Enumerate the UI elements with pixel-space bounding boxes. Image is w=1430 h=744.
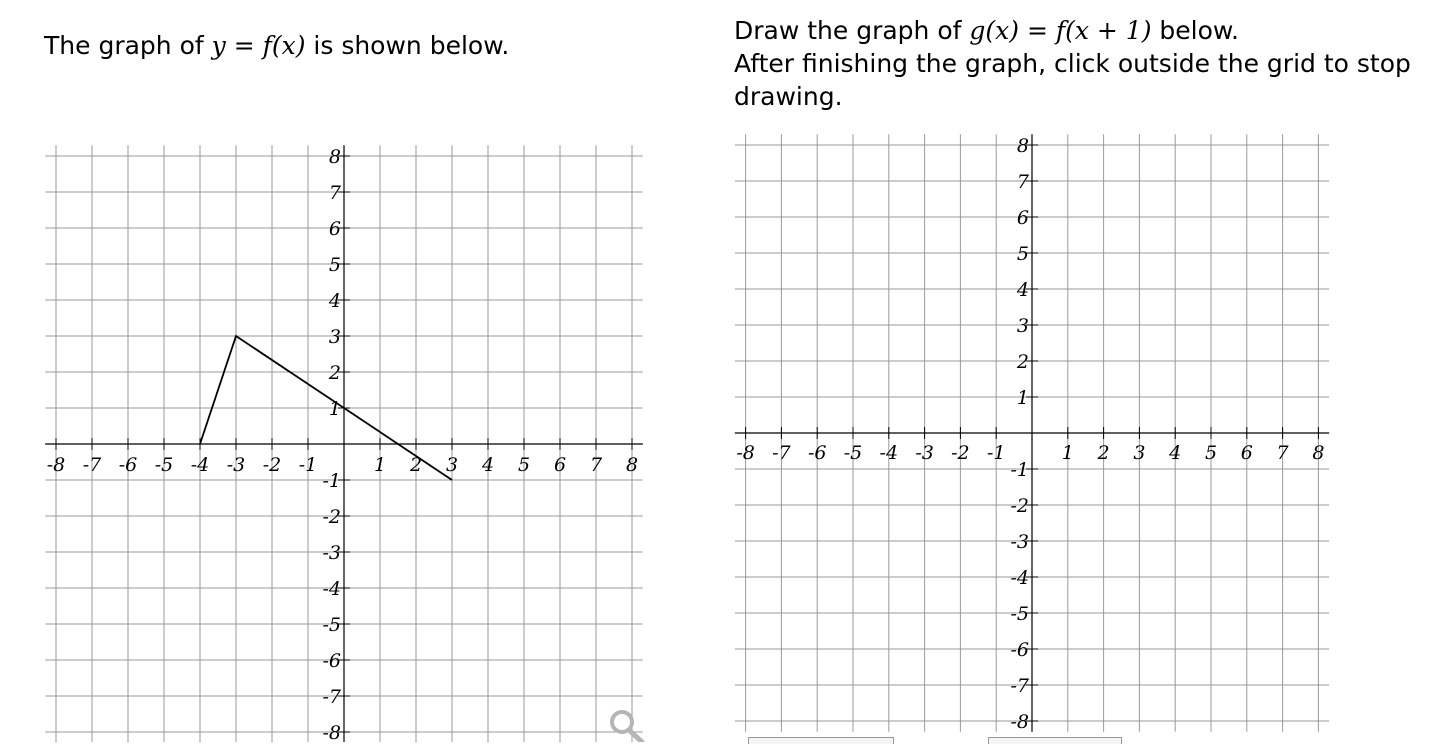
left-x-tick-label: 8: [625, 454, 639, 476]
right-y-tick-label: -7: [1010, 675, 1029, 697]
right-x-tick-label: -7: [772, 442, 791, 464]
right-x-tick-label: 6: [1240, 442, 1253, 464]
right-y-tick-label: 5: [1016, 243, 1029, 265]
right-x-tick-label: -3: [915, 442, 934, 464]
left-y-tick-label: -3: [322, 542, 341, 564]
right-y-tick-label: -5: [1010, 603, 1029, 625]
left-y-tick-label: -7: [322, 686, 341, 708]
right-y-tick-label: -8: [1010, 711, 1029, 733]
left-x-tick-label: -6: [118, 454, 138, 476]
left-y-tick-label: -5: [322, 614, 341, 636]
right-x-tick-label: 4: [1169, 442, 1182, 464]
right-x-tick-label: 3: [1133, 442, 1146, 464]
right-y-tick-label: 3: [1016, 315, 1029, 337]
left-y-tick-label: 6: [328, 218, 341, 240]
right-prompt-prefix: Draw the graph of: [734, 16, 970, 45]
left-x-tick-label: 4: [481, 454, 495, 476]
right-x-tick-label: -1: [986, 442, 1006, 464]
right-prompt-line2: After finishing the graph, click outside the grid to stop drawing.: [734, 49, 1411, 111]
left-y-tick-label: -6: [322, 650, 341, 672]
left-y-tick-label: 5: [328, 254, 341, 276]
left-prompt-math: y = f(x): [211, 31, 306, 60]
left-y-tick-label: 7: [328, 182, 341, 204]
right-y-tick-label: -4: [1010, 567, 1029, 589]
left-y-tick-label: -2: [322, 506, 341, 528]
right-x-tick-label: 2: [1097, 442, 1110, 464]
right-y-tick-label: -1: [1010, 459, 1029, 481]
left-x-tick-label: 6: [553, 454, 567, 476]
right-x-tick-label: -8: [736, 442, 755, 464]
right-y-tick-label: 6: [1016, 207, 1029, 229]
right-y-tick-label: 2: [1016, 351, 1029, 373]
right-y-tick-label: 8: [1016, 135, 1029, 157]
right-prompt-suffix: below.: [1151, 16, 1239, 45]
left-y-tick-label: 4: [328, 290, 341, 312]
right-y-tick-label: -3: [1010, 531, 1029, 553]
left-x-tick-label: 5: [517, 454, 531, 476]
left-x-tick-label: 2: [409, 454, 423, 476]
left-x-tick-label: 3: [445, 454, 459, 476]
right-x-tick-label: -6: [807, 442, 827, 464]
right-y-tick-label: -6: [1010, 639, 1029, 661]
right-x-tick-label: -4: [879, 442, 899, 464]
left-x-tick-label: -7: [82, 454, 102, 476]
right-x-tick-label: 1: [1061, 442, 1074, 464]
left-x-tick-label: -5: [154, 454, 174, 476]
left-x-tick-label: -1: [298, 454, 318, 476]
left-y-tick-label: 2: [328, 362, 341, 384]
left-x-tick-label: -8: [46, 454, 66, 476]
left-y-tick-label: 1: [328, 398, 341, 420]
right-prompt-math: g(x) = f(x + 1): [969, 16, 1152, 45]
left-y-tick-label: -4: [322, 578, 341, 600]
left-y-tick-label: -1: [322, 470, 341, 492]
right-y-tick-label: 7: [1016, 171, 1029, 193]
right-x-tick-label: 7: [1276, 442, 1289, 464]
left-y-tick-label: 8: [328, 146, 341, 168]
right-y-tick-label: 1: [1016, 387, 1029, 409]
right-x-tick-label: -2: [951, 442, 970, 464]
right-x-tick-label: -5: [843, 442, 863, 464]
right-x-tick-label: 8: [1312, 442, 1325, 464]
left-x-tick-label: -3: [226, 454, 246, 476]
right-y-tick-label: -2: [1010, 495, 1029, 517]
left-x-tick-label: 7: [589, 454, 603, 476]
left-prompt-suffix: is shown below.: [305, 31, 510, 60]
right-y-tick-label: 4: [1016, 279, 1029, 301]
left-y-tick-label: 3: [328, 326, 341, 348]
left-prompt-prefix: The graph of: [44, 31, 212, 60]
right-x-tick-label: 5: [1204, 442, 1218, 464]
bottom-tab-2[interactable]: [988, 737, 1122, 744]
left-y-tick-label: -8: [322, 722, 341, 742]
left-x-tick-label: 1: [373, 454, 387, 476]
left-x-tick-label: -2: [262, 454, 282, 476]
bottom-tab-1[interactable]: [748, 737, 894, 744]
left-x-tick-label: -4: [190, 454, 210, 476]
